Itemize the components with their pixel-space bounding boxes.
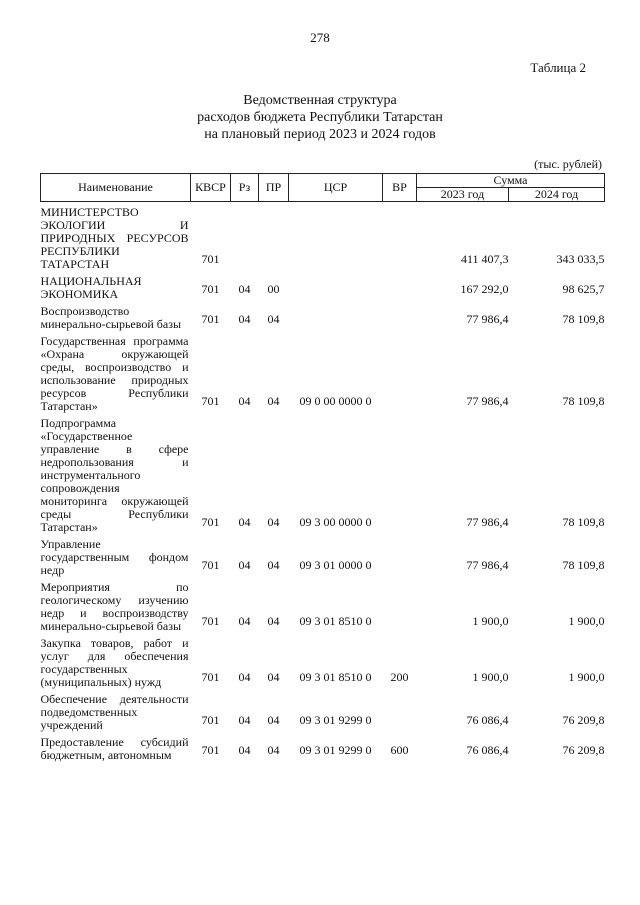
row-csr [289, 202, 383, 272]
row-pr: 04 [267, 614, 280, 628]
row-rz: 04 [238, 515, 251, 529]
row-2024: 78 109,8 [562, 515, 605, 529]
row-2024: 343 033,5 [556, 252, 605, 266]
row-2023: 76 086,4 [466, 713, 509, 727]
row-rz: 04 [238, 282, 251, 296]
row-vr [383, 413, 417, 534]
table-row [41, 301, 605, 331]
header-name: Наименование [41, 174, 191, 202]
row-pr: 04 [267, 558, 280, 572]
row-pr: 04 [267, 312, 280, 326]
row-2024: 1 900,0 [568, 614, 605, 628]
table-row [41, 331, 605, 413]
row-rz: 04 [238, 614, 251, 628]
units-label: (тыс. рублей) [534, 157, 602, 171]
row-csr: 09 3 01 8510 0 [299, 614, 372, 628]
row-name: Государственная программа «Охрана окружающей среды, воспроизводство и использование природных ресурсов Республики Татарстан» [40, 334, 189, 413]
row-2023: 411 407,3 [460, 252, 509, 266]
document-title [0, 92, 640, 143]
row-csr: 09 3 01 9299 0 [299, 743, 372, 757]
header-rz: Рз [231, 174, 259, 202]
row-pr: 00 [267, 282, 280, 296]
table-row [41, 689, 605, 732]
row-kvsr: 701 [201, 515, 220, 529]
row-2023: 77 986,4 [466, 394, 509, 408]
row-2024: 78 109,8 [562, 394, 605, 408]
row-kvsr: 701 [201, 394, 220, 408]
row-pr: 04 [267, 743, 280, 757]
row-name: МИНИСТЕРСТВО ЭКОЛОГИИ И ПРИРОДНЫХ РЕСУРСОВ РЕСПУБЛИКИ ТАТАРСТАН [40, 205, 189, 271]
row-name: Обеспечение деятельности подведомственных учреждений [40, 692, 189, 732]
row-name: Предоставление субсидий бюджетным, автономным [40, 735, 189, 762]
row-vr [383, 301, 417, 331]
row-kvsr: 701 [201, 670, 220, 684]
row-rz: 04 [238, 558, 251, 572]
header-sum: Сумма [417, 174, 605, 188]
row-kvsr: 701 [201, 282, 220, 296]
row-csr [289, 271, 383, 301]
row-kvsr: 701 [201, 713, 220, 727]
page-number: 278 [310, 30, 330, 45]
row-2023: 1 900,0 [472, 670, 509, 684]
row-2024: 78 109,8 [562, 312, 605, 326]
row-vr [383, 577, 417, 633]
row-csr: 09 3 00 0000 0 [299, 515, 372, 529]
row-name: НАЦИОНАЛЬНАЯ ЭКОНОМИКА [40, 274, 142, 301]
row-name: Управление государственным фондом недр [40, 537, 189, 577]
row-vr [383, 689, 417, 732]
row-pr: 04 [267, 670, 280, 684]
row-kvsr: 701 [201, 252, 220, 266]
row-kvsr: 701 [201, 558, 220, 572]
table-row [41, 732, 605, 762]
row-name: Воспроизводство минерально-сырьевой базы [40, 304, 182, 331]
row-rz: 04 [238, 713, 251, 727]
row-2024: 1 900,0 [568, 670, 605, 684]
row-pr: 04 [267, 713, 280, 727]
row-vr: 600 [390, 743, 409, 757]
row-vr [383, 534, 417, 577]
title-line-1: Ведомственная структура [243, 93, 397, 108]
row-name: Закупка товаров, работ и услуг для обеспечения государственных (муниципальных) нужд [40, 636, 189, 689]
row-2024: 76 209,8 [562, 713, 605, 727]
row-vr [383, 202, 417, 272]
row-2024: 76 209,8 [562, 743, 605, 757]
row-rz [231, 202, 259, 272]
table-row [41, 271, 605, 301]
budget-table [40, 173, 605, 762]
row-2023: 167 292,0 [460, 282, 509, 296]
row-kvsr: 701 [201, 312, 220, 326]
row-csr: 09 3 01 9299 0 [299, 713, 372, 727]
row-vr [383, 271, 417, 301]
row-rz: 04 [238, 670, 251, 684]
row-pr [259, 202, 289, 272]
header-2024: 2024 год [509, 188, 605, 202]
row-csr: 09 3 01 8510 0 [299, 670, 372, 684]
row-vr [383, 331, 417, 413]
row-csr: 09 0 00 0000 0 [299, 394, 372, 408]
row-kvsr: 701 [201, 614, 220, 628]
table-row [41, 577, 605, 633]
table-row [41, 202, 605, 272]
header-kvsr: КВСР [191, 174, 231, 202]
header-vr: ВР [383, 174, 417, 202]
table-row [41, 633, 605, 689]
title-line-3: на плановый период 2023 и 2024 годов [204, 127, 436, 142]
row-vr: 200 [390, 670, 409, 684]
row-pr: 04 [267, 515, 280, 529]
header-2023: 2023 год [417, 188, 509, 202]
row-2023: 77 986,4 [466, 312, 509, 326]
row-2024: 98 625,7 [562, 282, 605, 296]
table-label: Таблица 2 [530, 60, 586, 75]
row-2024: 78 109,8 [562, 558, 605, 572]
row-2023: 76 086,4 [466, 743, 509, 757]
row-2023: 1 900,0 [472, 614, 509, 628]
row-csr [289, 301, 383, 331]
row-2023: 77 986,4 [466, 515, 509, 529]
row-rz: 04 [238, 312, 251, 326]
row-name: Подпрограмма «Государственное управление в сфере недропользования и инструментального сопровождения мониторинга окружающей среды Республики Татарстан» [40, 416, 189, 534]
title-line-2: расходов бюджета Республики Татарстан [197, 110, 443, 125]
header-pr: ПР [259, 174, 289, 202]
row-2023: 77 986,4 [466, 558, 509, 572]
row-name: Мероприятия по геологическому изучению недр и воспроизводству минерально-сырьевой базы [40, 580, 189, 633]
table-row [41, 534, 605, 577]
table-row [41, 413, 605, 534]
row-pr: 04 [267, 394, 280, 408]
row-csr: 09 3 01 0000 0 [299, 558, 372, 572]
header-csr: ЦСР [289, 174, 383, 202]
row-kvsr: 701 [201, 743, 220, 757]
row-rz: 04 [238, 743, 251, 757]
row-rz: 04 [238, 394, 251, 408]
